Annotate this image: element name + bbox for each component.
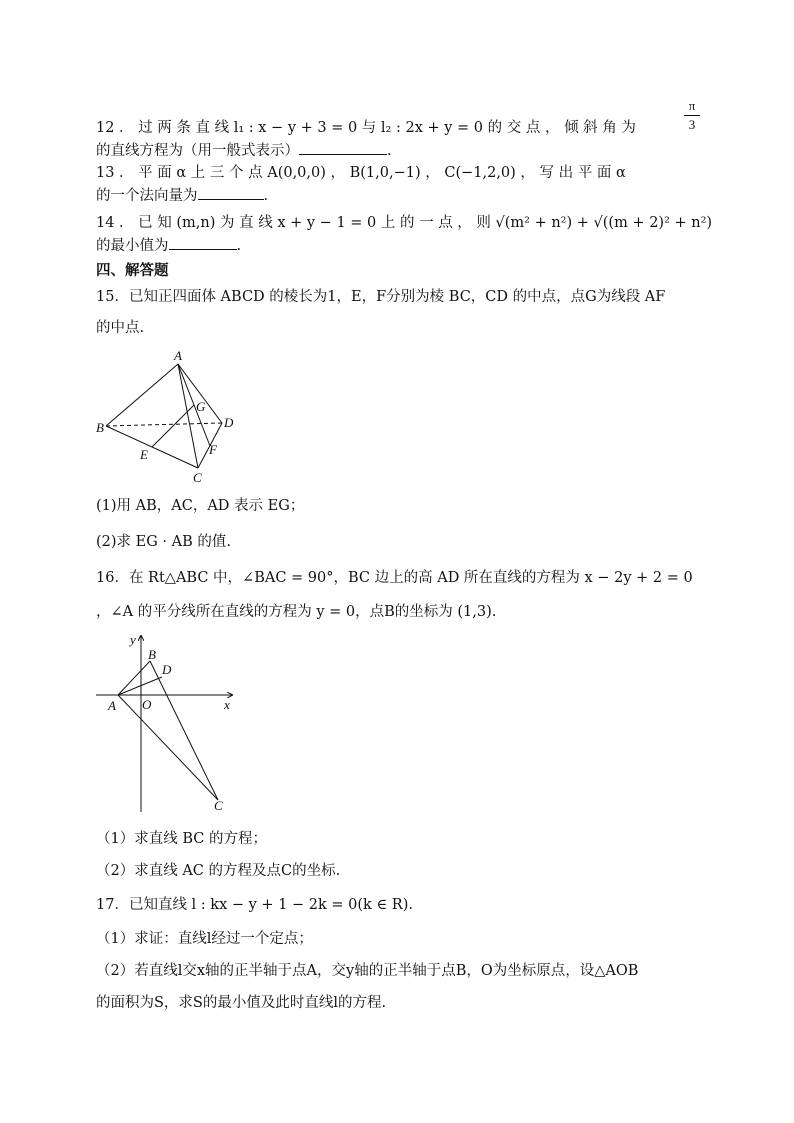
label-x: x (224, 697, 230, 712)
q17-line1: 17．已知直线 l : kx − y + 1 − 2k = 0(k ∈ R). (96, 897, 413, 913)
q14-line2: 的最小值为 . (96, 235, 241, 256)
label-O: O (142, 697, 152, 712)
coordinate-figure (94, 630, 244, 815)
q15-line2: 的中点. (96, 320, 145, 336)
label-A: A (174, 348, 182, 363)
q17-sub2b: 的面积为S，求S的最小值及此时直线l的方程. (96, 995, 387, 1011)
q12-line2-text: 的直线方程为（用一般式表示） (96, 143, 299, 159)
label-F: F (209, 442, 217, 457)
fraction-denominator: 3 (688, 117, 696, 132)
q14-line2-text: 的最小值为 (96, 238, 169, 254)
q12-line1: 12 ． 过 两 条 直 线 l₁ : x − y + 3 = 0 与 l₂ : 2x + y = 0 的 交 点 ， 倾 斜 角 为 (96, 120, 636, 136)
label-y: y (130, 632, 136, 647)
label-D: D (224, 415, 234, 430)
label-C2: C (214, 798, 223, 813)
answer-blank-13[interactable] (198, 185, 264, 200)
label-B: B (96, 420, 104, 435)
q14-line1: 14 ． 已 知 (m,n) 为 直 线 x + y − 1 = 0 上 的 一 点 ， 则 √(m² + n²) + √((m + 2)² + n²) (96, 215, 713, 231)
label-G: G (196, 399, 206, 414)
q15-sub1: (1)用 AB，AC，AD 表示 EG； (96, 498, 305, 514)
q17-sub2: （2）若直线l交x轴的正半轴于点A，交y轴的正半轴于点B，O为坐标原点，设△AOB (96, 963, 639, 979)
fraction-pi-over-3 (684, 98, 700, 133)
q16-sub2: （2）求直线 AC 的方程及点C的坐标. (96, 863, 341, 879)
q17-sub1: （1）求证：直线l经过一个定点； (96, 931, 313, 947)
q15-sub2: (2)求 EG · AB 的值. (96, 534, 231, 550)
q13-line2-text: 的一个法向量为 (96, 188, 198, 204)
label-B2: B (148, 647, 156, 662)
q12-line2: 的直线方程为（用一般式表示） . (96, 140, 392, 161)
q16-line2: ，∠A 的平分线所在直线的方程为 y = 0，点B的坐标为 (1,3). (96, 604, 497, 620)
q16-sub1: （1）求直线 BC 的方程； (96, 831, 267, 847)
q15-line1: 15．已知正四面体 ABCD 的棱长为1，E，F分别为棱 BC，CD 的中点，点G为线段 AF (96, 289, 666, 305)
label-C: C (193, 470, 202, 485)
label-A2: A (108, 698, 116, 713)
label-D2: D (162, 662, 172, 677)
tetrahedron-figure (94, 346, 244, 486)
fraction-numerator: π (688, 98, 696, 113)
label-E: E (140, 447, 148, 462)
section-title: 四、解答题 (96, 262, 169, 279)
answer-blank-14[interactable] (169, 235, 237, 250)
q13-line1: 13 ． 平 面 α 上 三 个 点 A(0,0,0) ， B(1,0,−1) ， C(−1,2,0) ， 写 出 平 面 α (96, 165, 626, 181)
q13-line2: 的一个法向量为 . (96, 185, 268, 206)
q16-line1: 16．在 Rt△ABC 中，∠BAC = 90°，BC 边上的高 AD 所在直线的方程为 x − 2y + 2 = 0 (96, 570, 693, 586)
answer-blank-12[interactable] (299, 140, 387, 155)
